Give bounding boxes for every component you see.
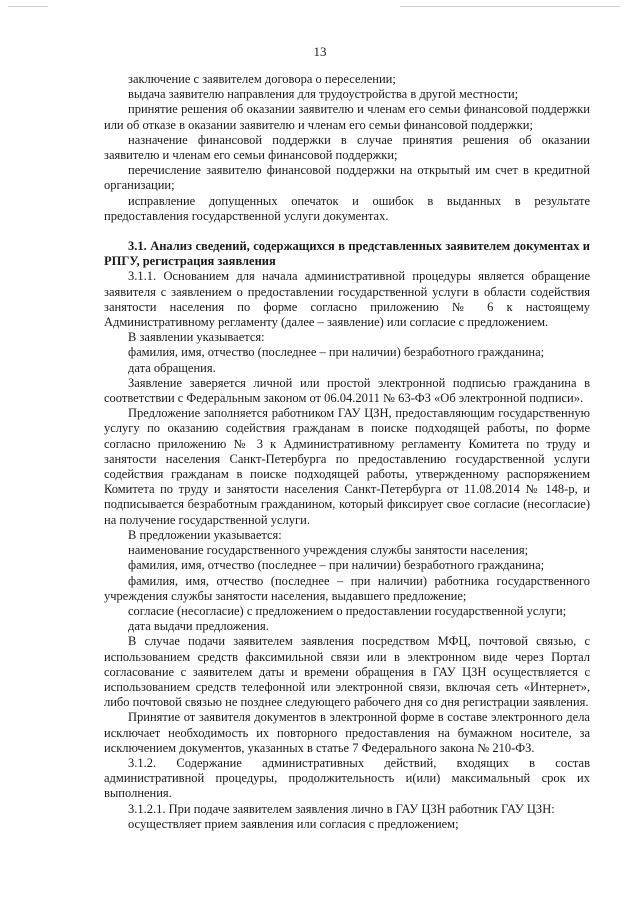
paragraph-gap bbox=[104, 224, 590, 239]
paragraph: выдача заявителю направления для трудоустройства в другой местности; bbox=[128, 87, 519, 102]
paragraph: заключение с заявителем договора о переселении; bbox=[128, 72, 396, 86]
document-body bbox=[104, 72, 590, 832]
paragraph: Предложение заполняется работником ГАУ ЦЗН, предоставляющим государственную услугу по оказанию содействия гражданам в поиске подходящей работы, по форме согласно приложению № 3 к Административному регламенту Комитета по труду и занятости населения Санкт-Петербурга по предоставлению государственной услуги содействия гражданам в поиске подходящей работы, утвержденному распоряжением Комитета по труду и занятости населения Санкт-Петербурга от 11.08.2014 № 148-р, и подписывается безработным гражданином, который фиксирует свое согласие (несогласие) на получение государственной услуги. bbox=[104, 406, 590, 527]
paragraph: 3.1.2. Содержание административных действий, входящих в состав административной процедуры, продолжительность и(или) максимальный срок их выполнения. bbox=[104, 755, 590, 801]
paragraph: назначение финансовой поддержки в случае принятия решения об оказании заявителю и членам его семьи финансовой поддержки; bbox=[104, 132, 590, 163]
paragraph: фамилия, имя, отчество (последнее – при наличии) безработного гражданина; bbox=[128, 558, 545, 573]
paragraph: осуществляет прием заявления или согласия с предложением; bbox=[128, 816, 459, 831]
paragraph: Принятие от заявителя документов в электронной форме в составе электронного дела исключает необходимость их повторного предоставления на бумажном носителе, за исключением документов, указанных в статье 7 Федерального закона № 210-ФЗ. bbox=[104, 710, 590, 755]
paragraph: В случае подачи заявителем заявления посредством МФЦ, почтовой связью, с использованием средств факсимильной связи или в электронном виде через Портал согласование с заявителем даты и времени обращения в ГАУ ЦЗН осуществляется с использованием средств телефонной или электронной связи, включая сеть «Интернет», либо почтовой связью не позднее следующего рабочего дня со дня регистрации заявления. bbox=[104, 634, 590, 710]
paragraph: согласие (несогласие) с предложением о предоставлении государственной услуги; bbox=[128, 603, 567, 618]
paragraph: Заявление заверяется личной или простой электронной подписью гражданина в соответствии с Федеральным законом от 06.04.2011 № 63-ФЗ «Об электронной подписи». bbox=[104, 375, 590, 406]
page-number: 13 bbox=[313, 44, 327, 59]
scan-edge-right bbox=[400, 6, 620, 7]
paragraph: 3.1.1. Основанием для начала административной процедуры является обращение заявителя с заявлением о предоставлении государственной услуги в области содействия занятости населения по форме согласно приложению № 6 к настоящему Административному регламенту (далее – заявление) или согласие с предложением. bbox=[104, 269, 590, 330]
paragraph: перечисление заявителю финансовой поддержки на открытый им счет в кредитной организации; bbox=[104, 163, 590, 193]
paragraph: фамилия, имя, отчество (последнее – при наличии) работника государственного учреждения службы занятости населения, выдавшего предложение; bbox=[104, 573, 590, 603]
scan-edge-left bbox=[8, 6, 48, 7]
paragraph: принятие решения об оказании заявителю и членам его семьи финансовой поддержки или об отказе в оказании заявителю и членам его семьи финансовой поддержки; bbox=[104, 102, 590, 132]
paragraph: исправление допущенных опечаток и ошибок в выданных в результате предоставления государственной услуги документах. bbox=[104, 193, 590, 223]
paragraph: 3.1.2.1. При подаче заявителем заявления лично в ГАУ ЦЗН работник ГАУ ЦЗН: bbox=[128, 801, 555, 816]
paragraph: дата обращения. bbox=[128, 360, 216, 375]
paragraph: наименование государственного учреждения службы занятости населения; bbox=[128, 543, 529, 558]
paragraph: дата выдачи предложения. bbox=[128, 619, 269, 634]
paragraph: фамилия, имя, отчество (последнее – при наличии) безработного гражданина; bbox=[128, 345, 545, 360]
paragraph: В заявлении указывается: bbox=[128, 330, 265, 345]
paragraph: В предложении указывается: bbox=[128, 527, 282, 542]
section-heading: 3.1. Анализ сведений, содержащихся в представленных заявителем документах и РПГУ, регистрация заявления bbox=[104, 239, 590, 269]
